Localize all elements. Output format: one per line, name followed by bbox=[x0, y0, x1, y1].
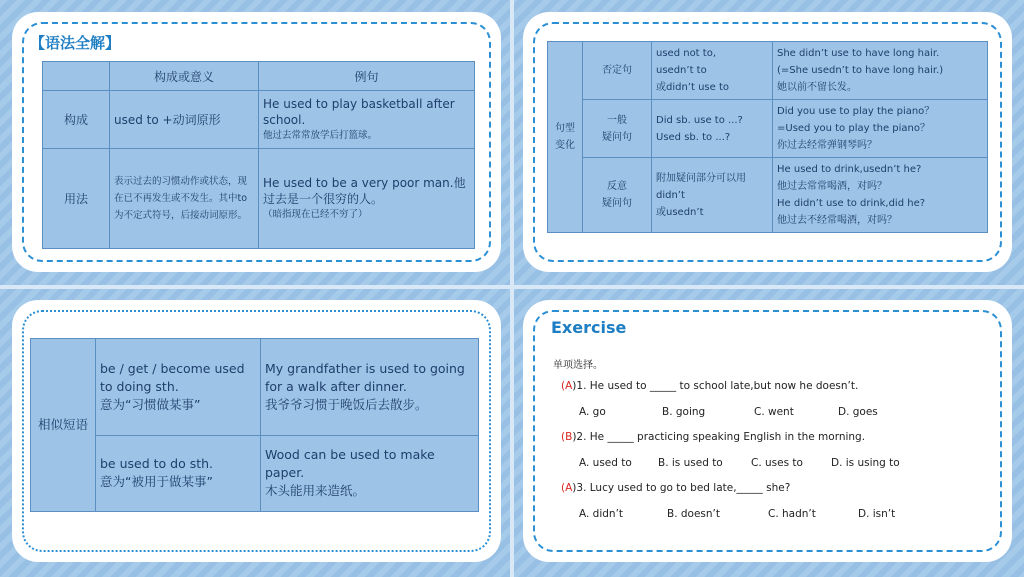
row-meaning: 表示过去的习惯动作或状态，现在已不再发生或不发生。其中to为不定式符号，后接动词原形。 bbox=[110, 149, 259, 249]
group-label: 句型变化 bbox=[548, 42, 583, 233]
paren-open: ( bbox=[561, 431, 566, 443]
row-label: 用法 bbox=[43, 149, 110, 249]
table-row bbox=[548, 158, 988, 233]
option[interactable]: A. go bbox=[579, 406, 606, 418]
table-row bbox=[43, 91, 475, 149]
paren-open: ( bbox=[561, 482, 566, 494]
table-row bbox=[31, 435, 479, 511]
option[interactable]: B. doesn’t bbox=[667, 508, 721, 520]
question-text: )2. He _____ practicing speaking English in the morning. bbox=[572, 431, 866, 443]
question-3 bbox=[561, 482, 790, 494]
exercise-instruction: 单项选择。 bbox=[553, 360, 603, 371]
row-label: 否定句 bbox=[583, 42, 652, 100]
phrase-cell: be used to do sth. 意为“被用于做某事” bbox=[96, 435, 261, 511]
question-text: )3. Lucy used to go to bed late,_____ she? bbox=[572, 482, 791, 494]
grammar-table bbox=[42, 61, 475, 249]
group-label: 相似短语 bbox=[31, 339, 96, 512]
example-cell: My grandfather is used to going for a walk after dinner. 我爷爷习惯于晚饭后去散步。 bbox=[261, 339, 479, 436]
table-header-example: 例句 bbox=[259, 62, 475, 91]
option[interactable]: D. goes bbox=[838, 406, 878, 418]
row-label: 一般 疑问句 bbox=[583, 100, 652, 158]
table-header-blank bbox=[43, 62, 110, 91]
row-example bbox=[259, 91, 475, 149]
options-3 bbox=[579, 508, 895, 520]
options-2 bbox=[579, 457, 900, 469]
row-example: She didn’t use to have long hair. (=She usedn’t to have long hair.) 她以前不留长发。 bbox=[773, 42, 988, 100]
example-chinese: 他过去常常放学后打篮球。 bbox=[263, 130, 378, 141]
row-label: 反意 疑问句 bbox=[583, 158, 652, 233]
option[interactable]: D. isn’t bbox=[858, 508, 896, 520]
answer-letter: A bbox=[565, 482, 573, 494]
slide-divider-horizontal bbox=[0, 285, 1024, 289]
row-form: Did sb. use to ...? Used sb. to ...? bbox=[652, 100, 773, 158]
answer-letter: A bbox=[565, 380, 573, 392]
phrase-cell: be / get / become used to doing sth. 意为“习惯做某事” bbox=[96, 339, 261, 436]
exercise-title: Exercise bbox=[551, 318, 627, 337]
row-example: He used to drink,usedn’t he? 他过去常常喝酒，对吗？ He didn’t use to drink,did he? 他过去不经常喝酒，对吗？ bbox=[773, 158, 988, 233]
slide-sentence-patterns[interactable] bbox=[523, 12, 1012, 272]
question-text: )1. He used to _____ to school late,but now he doesn’t. bbox=[572, 380, 859, 392]
example-english: He used to be a very poor man.他过去是一个很穷的人。 bbox=[263, 176, 466, 206]
option[interactable]: C. uses to bbox=[751, 457, 803, 469]
row-form: 附加疑问部分可以用 didn’t 或usedn’t bbox=[652, 158, 773, 233]
row-form: used not to, usedn’t to 或didn’t use to bbox=[652, 42, 773, 100]
table-row bbox=[548, 100, 988, 158]
slide-grammar-explanation[interactable] bbox=[12, 12, 501, 272]
table-header-row bbox=[43, 62, 475, 91]
table-row bbox=[548, 42, 988, 100]
option[interactable]: B. going bbox=[662, 406, 706, 418]
option[interactable]: A. didn’t bbox=[579, 508, 624, 520]
option[interactable]: A. used to bbox=[579, 457, 632, 469]
slide-title: 【语法全解】 bbox=[30, 34, 121, 52]
options-1 bbox=[579, 406, 878, 418]
option[interactable]: C. went bbox=[754, 406, 794, 418]
slide-similar-phrases[interactable] bbox=[12, 300, 501, 562]
example-english: He used to play basketball after school. bbox=[263, 97, 455, 127]
paren-open: ( bbox=[561, 380, 566, 392]
question-1 bbox=[561, 380, 858, 392]
row-meaning: used to +动词原形 bbox=[110, 91, 259, 149]
row-example: Did you use to play the piano？ =Used you to play the piano？ 你过去经常弹钢琴吗？ bbox=[773, 100, 988, 158]
option[interactable]: D. is using to bbox=[831, 457, 900, 469]
row-example bbox=[259, 149, 475, 249]
option[interactable]: B. is used to bbox=[658, 457, 723, 469]
table-header-meaning: 构成或意义 bbox=[110, 62, 259, 91]
example-cell: Wood can be used to make paper. 木头能用来造纸。 bbox=[261, 435, 479, 511]
slide-exercise[interactable] bbox=[523, 300, 1012, 562]
question-2 bbox=[561, 431, 865, 443]
answer-letter: B bbox=[565, 431, 573, 443]
option[interactable]: C. hadn’t bbox=[768, 508, 816, 520]
example-chinese: （暗指现在已经不穷了） bbox=[263, 209, 368, 220]
table-row bbox=[43, 149, 475, 249]
sentence-pattern-table bbox=[547, 41, 988, 233]
table-row bbox=[31, 339, 479, 436]
row-label: 构成 bbox=[43, 91, 110, 149]
similar-phrases-table bbox=[30, 338, 479, 512]
